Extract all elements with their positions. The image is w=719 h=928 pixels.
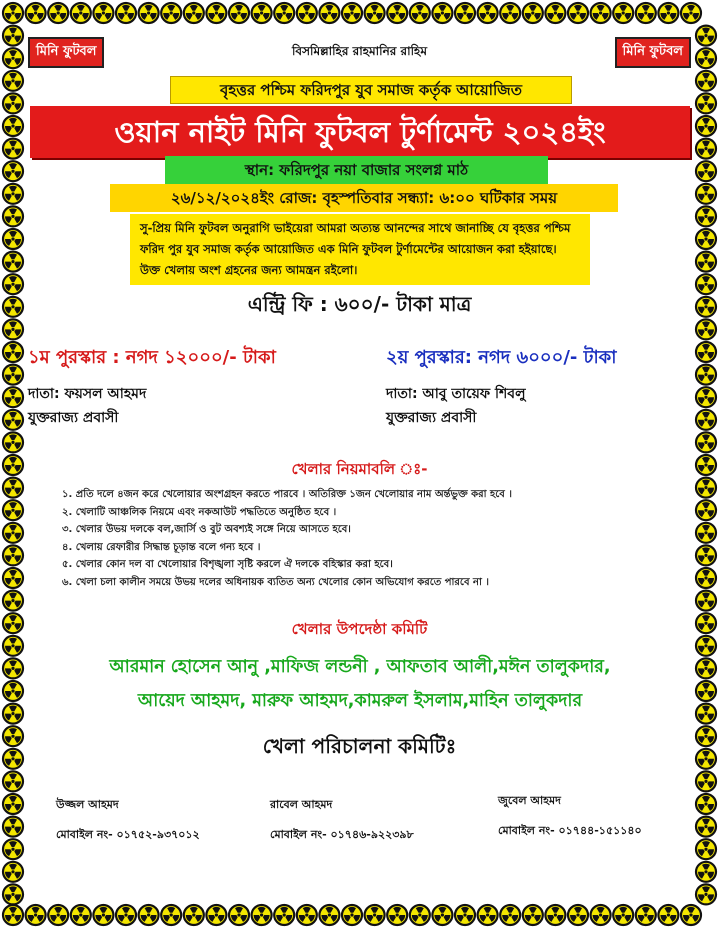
radiation-icon [455, 3, 475, 23]
radiation-icon [568, 905, 588, 925]
radiation-icon [3, 229, 23, 249]
radiation-icon [696, 184, 716, 204]
radiation-icon [3, 545, 23, 565]
radiation-icon [71, 3, 91, 23]
radiation-icon [3, 252, 23, 272]
radiation-icon [139, 3, 159, 23]
radiation-icon [93, 3, 113, 23]
radiation-icon [206, 905, 226, 925]
radiation-icon [696, 862, 716, 882]
radiation-icon [184, 905, 204, 925]
radiation-icon [342, 3, 362, 23]
radiation-icon [184, 3, 204, 23]
radiation-icon [252, 3, 272, 23]
radiation-icon [696, 229, 716, 249]
badge-left: মিনি ফুটবল [28, 37, 104, 68]
management-member [56, 790, 200, 850]
radiation-icon [48, 3, 68, 23]
radiation-icon [696, 432, 716, 452]
radiation-icon [319, 3, 339, 23]
radiation-icon [229, 905, 249, 925]
management-member [270, 790, 414, 850]
radiation-icon [387, 3, 407, 23]
radiation-icon [3, 206, 23, 226]
radiation-icon [116, 3, 136, 23]
radiation-icon [365, 3, 385, 23]
radiation-icon [696, 342, 716, 362]
radiation-icon [432, 905, 452, 925]
first-prize-donor: দাতা: ফয়সল আহমদ [28, 386, 147, 402]
radiation-icon [48, 905, 68, 925]
rules-title: খেলার নিয়মাবলি ঃ- [291, 460, 428, 478]
radiation-icon [696, 681, 716, 701]
advisory-members [40, 650, 680, 718]
second-prize-title: ২য় পুরস্কার: নগদ ৬০০০/- টাকা [386, 347, 617, 368]
radiation-icon [410, 905, 430, 925]
radiation-icon [3, 523, 23, 543]
radiation-icon [545, 3, 565, 23]
entry-fee: এন্ট্রি ফি : ৬০০/- টাকা মাত্র [247, 292, 472, 316]
radiation-icon [3, 905, 23, 925]
radiation-icon [681, 3, 701, 23]
second-prize-donor: দাতা: আবু তায়েফ শিবলু [386, 386, 526, 402]
second-prize-location: যুক্তরাজ্য প্রবাসী [386, 410, 477, 426]
rules-list [62, 486, 682, 591]
radiation-icon [658, 905, 678, 925]
first-prize-title [28, 343, 358, 374]
radiation-icon [3, 794, 23, 814]
radiation-icon [3, 839, 23, 859]
radiation-icon [3, 93, 23, 113]
radiation-icon [696, 839, 716, 859]
radiation-icon [696, 591, 716, 611]
radiation-icon [274, 905, 294, 925]
datetime-banner: ২৬/১২/২০২৪ইং রোজ: বৃহস্পতিবার সন্ধ্যা: ৬:০০ ঘটিকার সময় [110, 184, 618, 212]
radiation-icon [696, 817, 716, 837]
radiation-icon [3, 3, 23, 23]
radiation-icon [696, 545, 716, 565]
radiation-icon [696, 658, 716, 678]
rule-item: ৫. খেলার কোন দল বা খেলোয়ার বিশৃঙ্খলা সৃষ্টি করলে ঐ দলকে বহিস্কার করা হবে। [62, 559, 393, 570]
radiation-icon [523, 905, 543, 925]
member-phone: মোবাইল নং- ০১৭৪৬-৯২২৩৯৮ [270, 828, 414, 841]
radiation-icon [410, 3, 430, 23]
radiation-icon [3, 591, 23, 611]
radiation-icon [3, 71, 23, 91]
radiation-icon [523, 3, 543, 23]
radiation-icon [455, 905, 475, 925]
rule-item: ৪. খেলায় রেফারীর সিদ্ধান্ত চূড়ান্ত বলে গন্য হবে । [62, 541, 261, 553]
radiation-icon [636, 905, 656, 925]
rule-item: ৩. খেলার উভয় দলকে বল,জার্সি ও বুট অবশ্যই সঙ্গে নিয়ে আসতে হবে। [62, 524, 351, 535]
radiation-icon [3, 387, 23, 407]
radiation-icon [500, 3, 520, 23]
radiation-icon [3, 410, 23, 430]
radiation-icon [26, 905, 46, 925]
radiation-icon [161, 3, 181, 23]
radiation-icon [274, 3, 294, 23]
rule-item: ২. খেলাটি আঞ্চলিক নিয়মে এবং নকআউট পদ্ধতিতে অনুষ্ঠিত হবে । [62, 506, 337, 518]
radiation-icon [696, 884, 716, 904]
radiation-icon [696, 161, 716, 181]
radiation-icon [3, 184, 23, 204]
radiation-icon [319, 905, 339, 925]
radiation-icon [229, 3, 249, 23]
radiation-icon [696, 139, 716, 159]
radiation-icon [3, 161, 23, 181]
first-prize-label: ১ম পুরস্কার : নগদ [28, 347, 165, 368]
tournament-title: ওয়ান নাইট মিনি ফুটবল টুর্ণামেন্ট ২০২৪ইং [30, 106, 690, 158]
radiation-icon [3, 342, 23, 362]
radiation-icon [636, 3, 656, 23]
radiation-icon [116, 905, 136, 925]
radiation-icon [696, 71, 716, 91]
radiation-icon [568, 3, 588, 23]
radiation-icon [3, 139, 23, 159]
venue-banner: স্থান: ফরিদপুর নয়া বাজার সংলগ্ন মাঠ [165, 156, 548, 184]
radiation-icon [297, 3, 317, 23]
radiation-icon [297, 905, 317, 925]
member-phone: মোবাইল নং- ০১৭৪৪-১৫১১৪০ [498, 824, 642, 837]
radiation-icon [3, 432, 23, 452]
member-phone: মোবাইল নং- ০১৭৫২-৯৩৭০১২ [56, 828, 200, 841]
organizer-banner: বৃহত্তর পশ্চিম ফরিদপুর যুব সমাজ কর্তৃক আয়োজিত [170, 76, 572, 104]
radiation-icon [696, 252, 716, 272]
radiation-icon [696, 500, 716, 520]
radiation-icon [252, 905, 272, 925]
radiation-icon [696, 704, 716, 724]
radiation-icon [3, 658, 23, 678]
radiation-icon [681, 905, 701, 925]
radiation-icon [696, 794, 716, 814]
radiation-icon [161, 905, 181, 925]
radiation-icon [3, 500, 23, 520]
radiation-icon [3, 862, 23, 882]
first-prize-amount: ১২০০০/- টাকা [164, 347, 276, 368]
radiation-icon [387, 905, 407, 925]
radiation-icon [93, 905, 113, 925]
radiation-icon [696, 771, 716, 791]
radiation-icon [432, 3, 452, 23]
radiation-icon [696, 523, 716, 543]
radiation-icon [613, 3, 633, 23]
first-prize-location: যুক্তরাজ্য প্রবাসী [28, 410, 119, 426]
rule-item: ১. প্রতি দলে ৪জন করে খেলোয়ার অংশগ্রহন করতে পারবে । অতিরিক্ত ১জন খেলোয়ার নাম অর্ন্তভুক্ত করা হবে । [62, 489, 512, 500]
intro-paragraph: সু-প্রিয় মিনি ফুটবল অনুরাগি ভাইয়েরা আমরা অত্যন্ত আনন্দের সাথে জানাচ্ছি যে বৃহত্তর পশ্চিম ফরিদ পুর যুব সমাজ কর্তৃক আয়োজিত এক মিনি ফুটবল টুর্ণামেন্টের আয়োজন করা হইয়াছে। উক্ত খেলায় অংশ গ্রহনের জন্য আমন্ত্রন রইলো। [130, 214, 590, 285]
radiation-icon [3, 116, 23, 136]
radiation-icon [696, 387, 716, 407]
first-prize-block [28, 343, 358, 430]
radiation-icon [613, 905, 633, 925]
radiation-icon [591, 905, 611, 925]
advisory-line: আয়েদ আহমদ, মারুফ আহমদ,কামরুল ইসলাম,মাহিন তালুকদার [137, 691, 583, 711]
radiation-icon [71, 905, 91, 925]
radiation-icon [3, 817, 23, 837]
management-title: খেলা পরিচালনা কমিটিঃ [262, 734, 457, 758]
radiation-icon [365, 905, 385, 925]
radiation-icon [658, 3, 678, 23]
badge-right: মিনি ফুটবল [615, 37, 691, 68]
radiation-icon [3, 681, 23, 701]
radiation-icon [3, 884, 23, 904]
radiation-icon [545, 905, 565, 925]
rule-item: ৬. খেলা চলা কালীন সময়ে উভয় দলের অধিনায়ক ব্যতিত অন্য খেলোর কোন অভিযোগ করতে পারবে না । [62, 576, 489, 588]
radiation-icon [696, 410, 716, 430]
bismillah-text: বিসমিল্লাহির রাহমানির রাহিম [291, 44, 428, 58]
radiation-icon [696, 116, 716, 136]
radiation-icon [478, 905, 498, 925]
radiation-icon [3, 365, 23, 385]
radiation-icon [26, 3, 46, 23]
member-name: রাবেল আহমদ [270, 798, 333, 811]
radiation-icon [139, 905, 159, 925]
radiation-icon [696, 93, 716, 113]
radiation-icon [696, 568, 716, 588]
member-name: উজ্জল আহমদ [56, 798, 119, 811]
radiation-icon [342, 905, 362, 925]
second-prize-block [386, 343, 686, 430]
advisory-title: খেলার উপদেষ্ঠা কমিটি [291, 620, 428, 638]
radiation-icon [500, 905, 520, 925]
radiation-icon [696, 206, 716, 226]
radiation-icon [206, 3, 226, 23]
advisory-line: আরমান হোসেন আনু ,মাফিজ লন্ডনী , আফতাব আলী,মঈন তালুকদার, [109, 657, 611, 677]
radiation-icon [3, 704, 23, 724]
radiation-icon [478, 3, 498, 23]
radiation-icon [3, 568, 23, 588]
member-name: জুবেল আহমদ [498, 794, 561, 807]
radiation-icon [591, 3, 611, 23]
radiation-icon [3, 771, 23, 791]
radiation-icon [696, 365, 716, 385]
management-member [498, 786, 642, 846]
